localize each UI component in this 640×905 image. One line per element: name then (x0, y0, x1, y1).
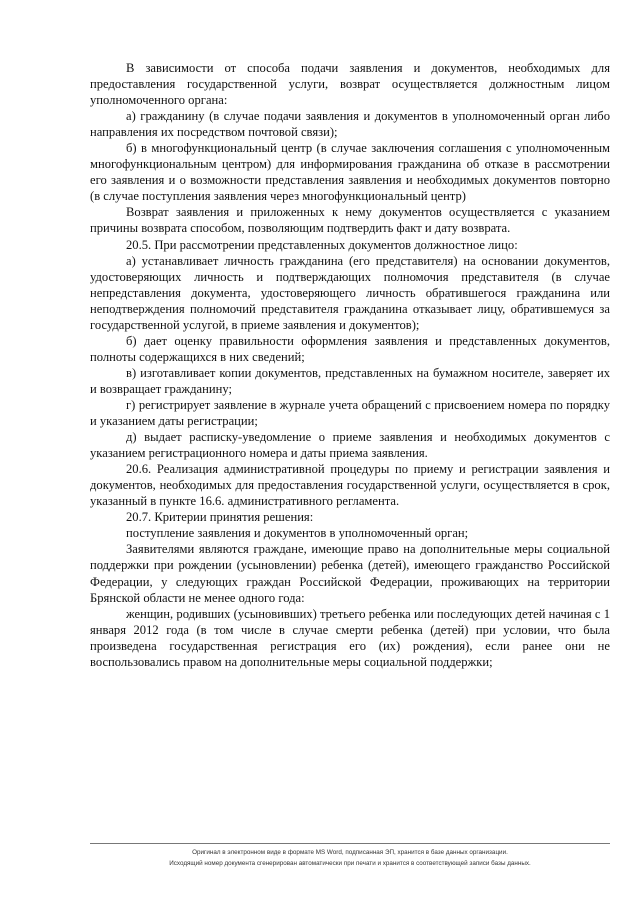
paragraph-20-7: 20.7. Критерии принятия решения: (126, 510, 314, 525)
paragraph-20-5-v: в) изготавливает копии документов, представленных на бумажном носителе, заверяет их и возвращает гражданину; (90, 365, 610, 396)
paragraph-20-6: 20.6. Реализация административной процедуры по приему и регистрации заявления и документов, необходимых для предоставления государственной услуги, осуществляется в срок, указанный в пункте 16.6. административного регламента. (90, 462, 610, 509)
paragraph-item-b-mfc: б) в многофункциональный центр (в случае заключения соглашения с уполномоченным многофункциональным центром) для информирования гражданина об отказе в рассмотрении его заявления и о возможности представления заявления и необходимых документов повторно (в случае поступления заявления через многофункциональный центр) (90, 141, 610, 204)
footer-divider (90, 843, 610, 844)
paragraph-20-5-b: б) дает оценку правильности оформления заявления и представленных документов, полноты содержащихся в них сведений; (90, 333, 610, 364)
paragraph-return-reason: Возврат заявления и приложенных к нему документов осуществляется с указанием причины возврата способом, позволяющим подтвердить факт и дату возврата. (90, 205, 610, 236)
paragraph-20-5: 20.5. При рассмотрении представленных документов должностное лицо: (126, 237, 518, 252)
paragraph-20-5-d: д) выдает расписку-уведомление о приеме заявления и необходимых документов с указанием регистрационного номера и даты приема заявления. (90, 430, 610, 461)
paragraph-20-5-g: г) регистрирует заявление в журнале учета обращений с присвоением номера по порядку и указанием даты регистрации; (90, 397, 610, 429)
paragraph-applicants: Заявителями являются граждане, имеющие право на дополнительные меры социальной поддержки при рождении (усыновлении) ребенка (детей), имеющего гражданство Российской Федерации, у следующих граждан Российской Федерации, проживающих на территории Брянской области не менее одного года: (90, 542, 610, 605)
paragraph-criteria: поступление заявления и документов в уполномоченный орган; (126, 526, 469, 541)
paragraph-return-methods: В зависимости от способа подачи заявления и документов, необходимых для предоставления государственной услуги, возврат осуществляется должностным лицом уполномоченного органа: (90, 61, 610, 108)
document-body (90, 60, 610, 670)
page-footer (90, 847, 610, 869)
paragraph-20-5-a: а) устанавливает личность гражданина (его представителя) на основании документов, удостоверяющих личность и подтверждающих полномочия представителя (в случае непредставления документа, удостоверяющего личность обратившегося гражданина или неподтверждения полномочий представителя гражданина отказывает лицу, обратившемуся за государственной услугой, в приеме заявления и документов); (90, 253, 610, 332)
paragraph-item-a-citizen: а) гражданину (в случае подачи заявления и документов в уполномоченный орган либо направления их посредством почтовой связи); (90, 109, 610, 140)
footer-note-original: Оригинал в электронном виде в формате MS Word, подписанная ЭП, хранится в базе данных организации. (192, 849, 508, 856)
paragraph-women-third-child: женщин, родивших (усыновивших) третьего ребенка или последующих детей начиная с 1 января 2012 года (в том числе в случае смерти ребенка (детей) при условии, что была произведена государственная регистрация его (их) рождения), если ранее они не воспользовались правом на дополнительные меры социальной поддержки; (90, 606, 610, 669)
footer-note-number: Исходящий номер документа сгенерирован автоматически при печати и хранится в соответствующей записи базы данных. (169, 860, 531, 867)
